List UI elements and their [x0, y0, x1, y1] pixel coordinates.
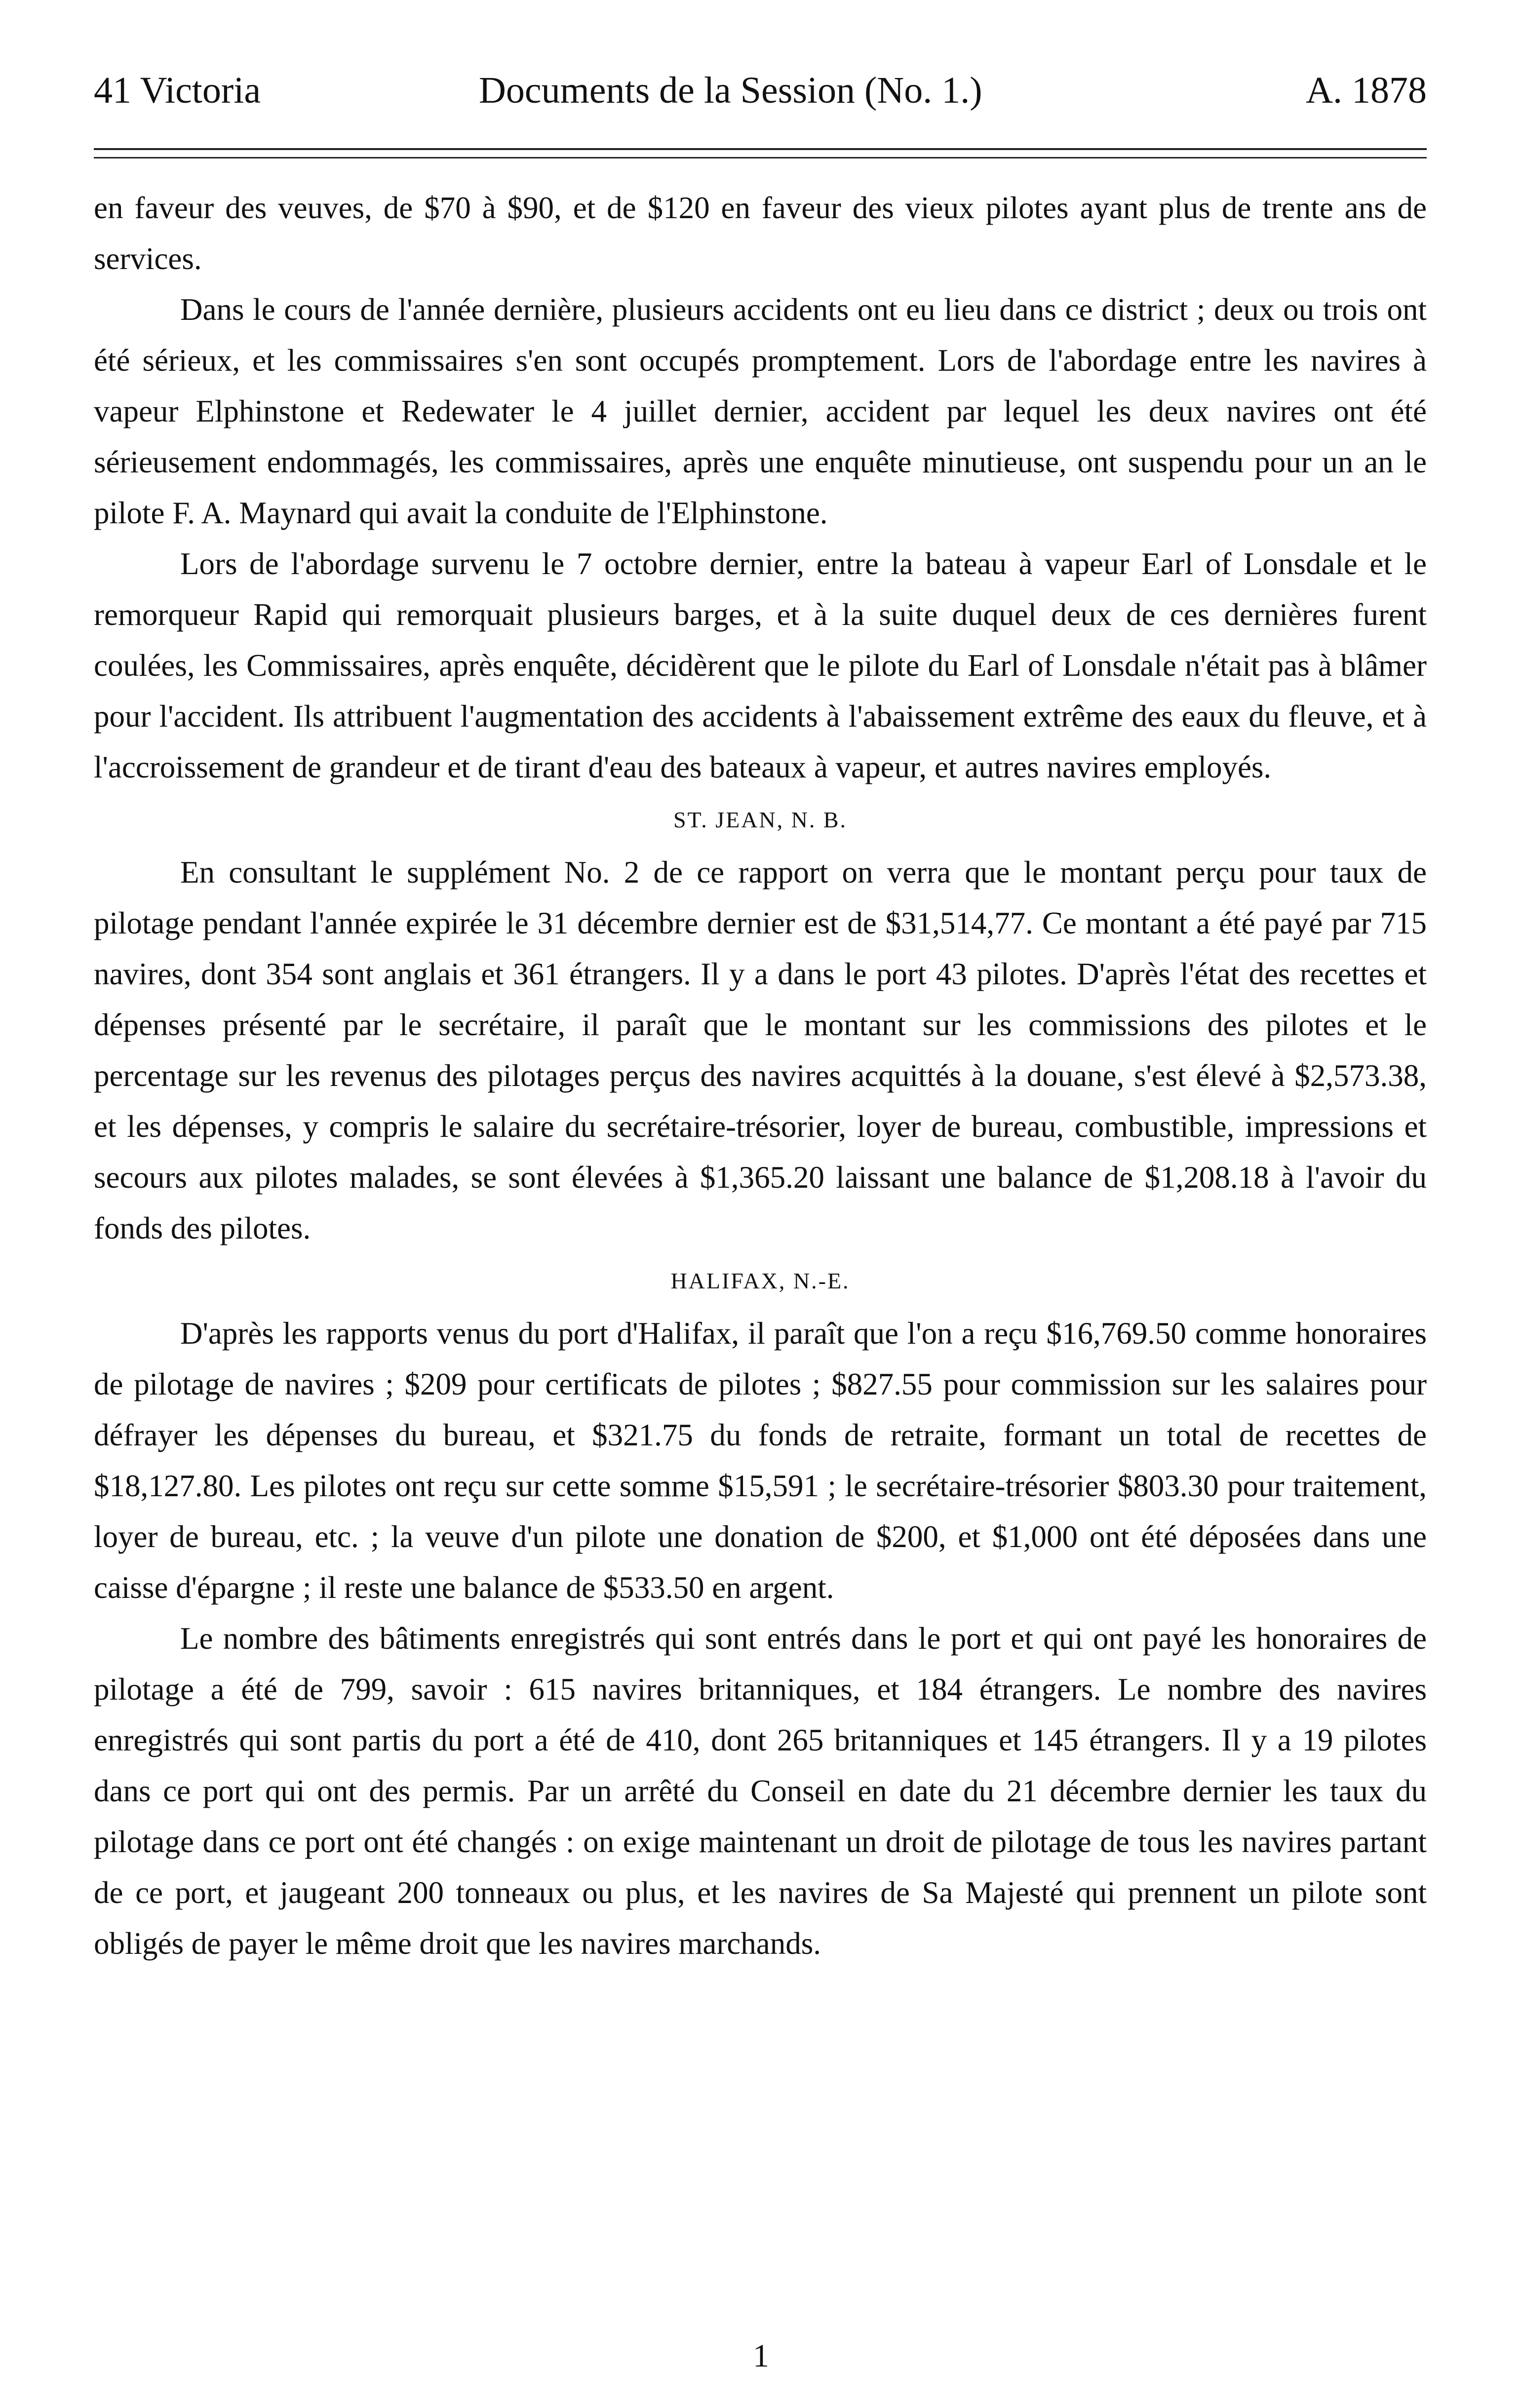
header-rule-bottom	[94, 157, 1427, 158]
section-heading-halifax: HALIFAX, N.-E.	[670, 1268, 850, 1293]
section-heading-st-jean: ST. JEAN, N. B.	[673, 807, 848, 832]
page-number: 1	[753, 2338, 769, 2374]
paragraph-halifax-vessels: Le nombre des bâtiments enregistrés qui sont entrés dans le port et qui ont payé les honoraires de pilotage a été de 799, savoir : 615 navires britanniques, et 184 étrangers. Le nombre des navires enregistrés qui sont partis du port a été de 410, dont 265 britanniques et 145 étrangers. Il y a 19 pilotes dans ce port qui ont des permis. Par un arrêté du Conseil en date du 21 décembre dernier les taux du pilotage dans ce port ont été changés : on exige maintenant un droit de pilotage de tous les navires partant de ce port, et jaugeant 200 tonneaux ou plus, et les navires de Sa Majesté qui prennent un pilote sont obligés de payer le même droit que les navires marchands.	[94, 1621, 1427, 1961]
paragraph-continuation: en faveur des veuves, de $70 à $90, et de $120 en faveur des vieux pilotes ayant plus de trente ans de services.	[94, 191, 1427, 276]
header-title: Documents de la Session (No. 1.)	[479, 70, 982, 111]
header-volume: 41 Victoria	[94, 70, 261, 111]
paragraph-st-jean: En consultant le supplément No. 2 de ce rapport on verra que le montant perçu pour taux de pilotage pendant l'année expirée le 31 décembre dernier est de $31,514,77. Ce montant a été payé par 715 navires, dont 354 sont anglais et 361 étrangers. Il y a dans le port 43 pilotes. D'après l'état des recettes et dépenses présenté par le secrétaire, il paraît que le montant sur les commissions des pilotes et le percentage sur les revenus des pilotages perçus des navires acquittés à la douane, s'est élevé à $2,573.38, et les dépenses, y compris le salaire du secrétaire-trésorier, loyer de bureau, combustible, impressions et secours aux pilotes malades, se sont élevées à $1,365.20 laissant une balance de $1,208.18 à l'avoir du fonds des pilotes.	[94, 855, 1427, 1245]
running-header	[94, 59, 1427, 118]
paragraph-lonsdale: Lors de l'abordage survenu le 7 octobre dernier, entre la bateau à vapeur Earl of Lonsdale et le remorqueur Rapid qui remorquait plusieurs barges, et à la suite duquel deux de ces dernières furent coulées, les Commissaires, après enquête, décidèrent que le pilote du Earl of Lonsdale n'était pas à blâmer pour l'accident. Ils attribuent l'augmentation des accidents à l'abaissement extrême des eaux du fleuve, et à l'accroissement de grandeur et de tirant d'eau des bateaux à vapeur, et autres navires employés.	[94, 546, 1427, 784]
header-rule-top	[94, 148, 1427, 150]
header-year: A. 1878	[1306, 70, 1427, 111]
document-body	[94, 183, 1427, 1969]
paragraph-halifax-receipts: D'après les rapports venus du port d'Halifax, il paraît que l'on a reçu $16,769.50 comme honoraires de pilotage de navires ; $209 pour certificats de pilotes ; $827.55 pour commission sur les salaires pour défrayer les dépenses du bureau, et $321.75 du fonds de retraite, formant un total de recettes de $18,127.80. Les pilotes ont reçu sur cette somme $15,591 ; le secrétaire-trésorier $803.30 pour traitement, loyer de bureau, etc. ; la veuve d'un pilote une donation de $200, et $1,000 ont été déposées dans une caisse d'épargne ; il reste une balance de $533.50 en argent.	[94, 1316, 1427, 1605]
paragraph-accidents: Dans le cours de l'année dernière, plusieurs accidents ont eu lieu dans ce district ; deux ou trois ont été sérieux, et les commissaires s'en sont occupés promptement. Lors de l'abordage entre les navires à vapeur Elphinstone et Redewater le 4 juillet dernier, accident par lequel les deux navires ont été sérieusement endommagés, les commissaires, après une enquête minutieuse, ont suspendu pour un an le pilote F. A. Maynard qui avait la conduite de l'Elphinstone.	[94, 292, 1427, 530]
